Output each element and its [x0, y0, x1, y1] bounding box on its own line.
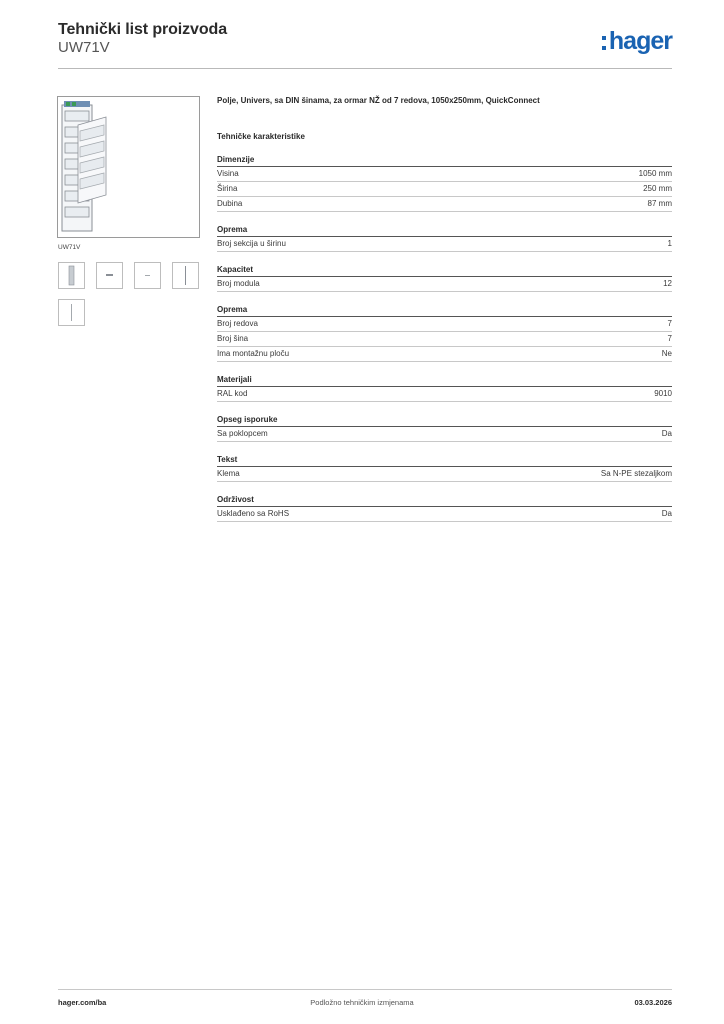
spec-section-title: Oprema [217, 224, 672, 237]
spec-section [217, 454, 672, 482]
thumbnail-1[interactable] [58, 262, 85, 289]
spec-value: 250 mm [643, 184, 672, 193]
spec-row [217, 277, 672, 292]
content-area [217, 96, 672, 534]
footer-note: Podložno tehničkim izmjenama [310, 998, 414, 1007]
spec-value: 9010 [654, 389, 672, 398]
tech-characteristics-title: Tehničke karakteristike [217, 132, 305, 141]
spec-label: Širina [217, 184, 238, 193]
spec-label: Klema [217, 469, 240, 478]
spec-label: Broj modula [217, 279, 260, 288]
spec-value: 1 [667, 239, 672, 248]
header-divider [58, 68, 672, 69]
spec-value: Sa N-PE stezaljkom [600, 469, 672, 478]
spec-label: Visina [217, 169, 239, 178]
spec-value: 7 [667, 334, 672, 343]
spec-row [217, 427, 672, 442]
spec-label: Dubina [217, 199, 243, 208]
spec-label: Broj šina [217, 334, 249, 343]
spec-value: Da [661, 429, 672, 438]
spec-value: 12 [663, 279, 672, 288]
spec-row [217, 237, 672, 252]
spec-section-title: Oprema [217, 304, 672, 317]
spec-section [217, 494, 672, 522]
product-image [57, 96, 200, 238]
spec-value: 1050 mm [638, 169, 672, 178]
spec-section-title: Dimenzije [217, 154, 672, 167]
spec-label: Sa poklopcem [217, 429, 268, 438]
spec-row [217, 317, 672, 332]
product-description: Polje, Univers, sa DIN šinama, za ormar NŽ od 7 redova, 1050x250mm, QuickConnect [217, 96, 540, 105]
thumbnail-5[interactable] [58, 299, 85, 326]
thumbnail-2[interactable] [96, 262, 123, 289]
spec-section-title: Materijali [217, 374, 672, 387]
spec-value: Da [661, 509, 672, 518]
spec-row [217, 182, 672, 197]
brand-logo [602, 27, 672, 56]
spec-row [217, 197, 672, 212]
spec-section-title: Održivost [217, 494, 672, 507]
spec-label: Broj redova [217, 319, 258, 328]
spec-value: 7 [667, 319, 672, 328]
spec-row [217, 387, 672, 402]
spec-section [217, 414, 672, 442]
spec-row [217, 467, 672, 482]
spec-section [217, 154, 672, 212]
spec-value: Ne [661, 349, 672, 358]
enclosure-panel-icon [58, 97, 199, 237]
image-caption: UW71V [58, 244, 81, 251]
thumbnail-4[interactable] [172, 262, 199, 289]
spec-section [217, 224, 672, 252]
sections-container [217, 154, 672, 522]
brand-logo-text: hager [608, 27, 672, 55]
spec-section-title: Opseg isporuke [217, 414, 672, 427]
spec-label: Broj sekcija u širinu [217, 239, 286, 248]
spec-row [217, 167, 672, 182]
spec-row [217, 332, 672, 347]
page-title: Tehnički list proizvoda [58, 21, 227, 38]
spec-section [217, 304, 672, 362]
spec-label: RAL kod [217, 389, 248, 398]
footer-website[interactable]: hager.com/ba [58, 998, 107, 1007]
spec-value: 87 mm [647, 199, 672, 208]
spec-section [217, 374, 672, 402]
spec-section-title: Tekst [217, 454, 672, 467]
footer-date: 03.03.2026 [634, 998, 672, 1007]
footer-divider [58, 989, 672, 990]
spec-section [217, 264, 672, 292]
spec-label: Ima montažnu ploču [217, 349, 290, 358]
logo-dots-icon [602, 36, 606, 50]
spec-row [217, 347, 672, 362]
spec-section-title: Kapacitet [217, 264, 672, 277]
thumbnail-3[interactable] [134, 262, 161, 289]
spec-row [217, 507, 672, 522]
spec-label: Usklađeno sa RoHS [217, 509, 290, 518]
product-code: UW71V [58, 39, 110, 56]
